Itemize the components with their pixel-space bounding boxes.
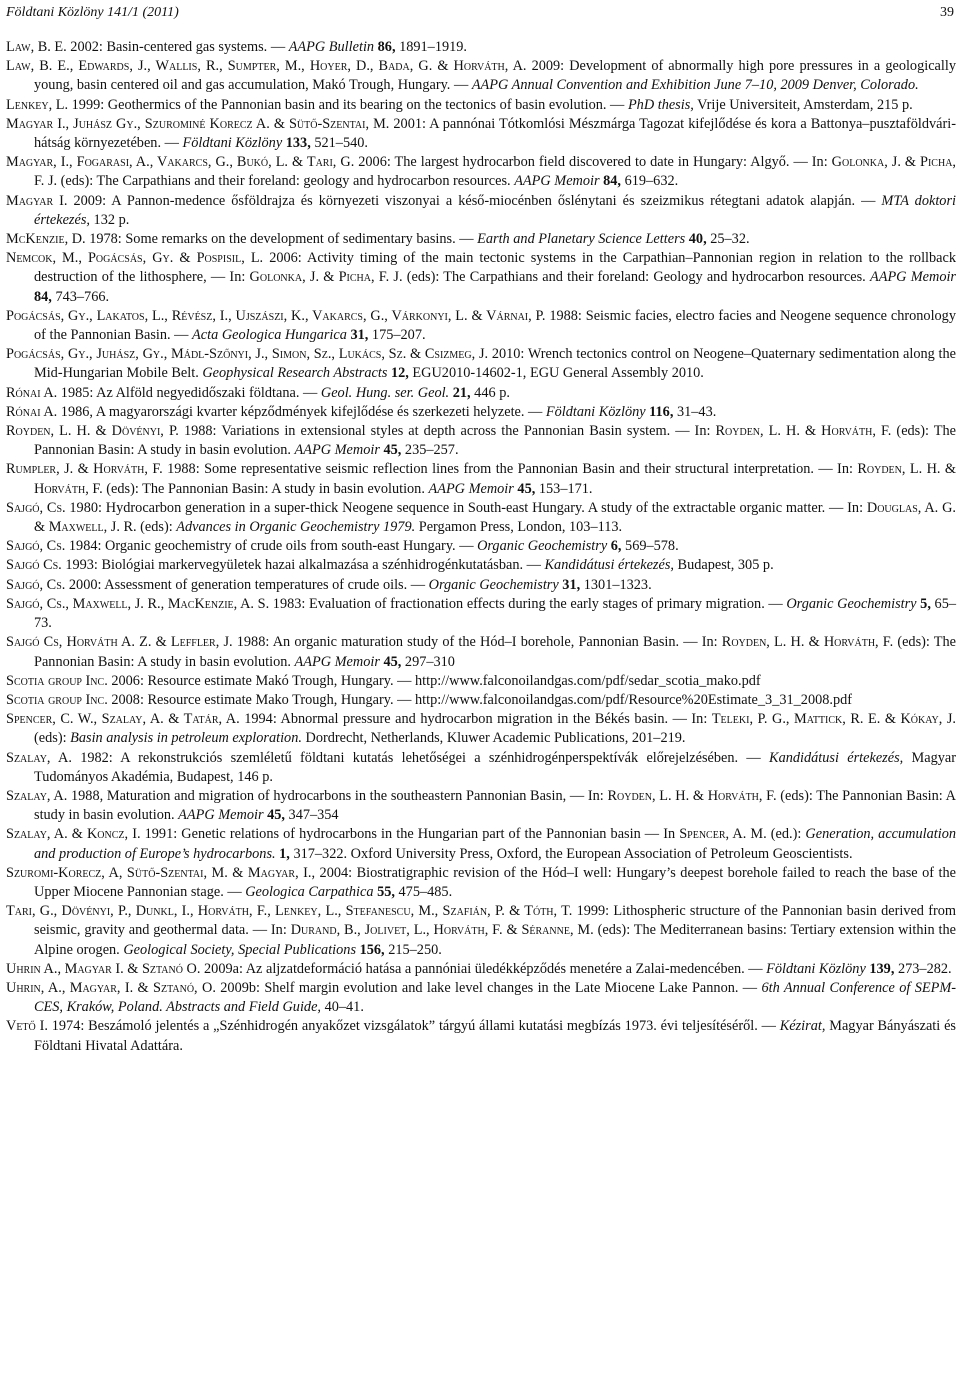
reference-source: AAPG Memoir [428, 480, 518, 497]
reference-entry [6, 576, 956, 595]
reference-authors: Douglas, A. G. & Maxwell, J. R. [34, 499, 956, 536]
reference-authors: Durand, B., Jolivet, L., Horváth, F. & Séranne, M. [290, 922, 594, 939]
reference-entry [6, 403, 956, 422]
reference-authors: Law, B. E., Edwards, J., Wallis, R., Sumpter, M., Hoyer, D., Bada, G. & Horváth, A. [6, 58, 527, 75]
reference-entry [6, 307, 956, 345]
reference-text: 1988: Some representative seismic reflection lines from the Pannonian Basin and their structural interpretation. — In: [162, 461, 858, 478]
reference-text: 2009: Development of abnormally high pore pressures in a geologically young, basin centered oil and gas accumulation, Makó Trough, Hungary. — [34, 58, 956, 94]
reference-authors: Sajgó, Cs. [6, 499, 66, 516]
reference-text: 235–257. [401, 442, 459, 459]
reference-entry [6, 864, 956, 902]
reference-text: 2008: Resource estimate Mako Trough, Hungary. — http://www.falconoilandgas.com/pdf/Resource%20Estimate_3_31_2008.pdf [107, 691, 853, 708]
reference-text: 2006: Activity timing of the main tectonic systems in the Carpathian–Pannonian region in relation to the rollback destruction of the lithosphere, — In: [34, 250, 956, 286]
reference-entry [6, 691, 956, 710]
reference-text: 215–250. [384, 941, 442, 958]
reference-source: Organic Geochemistry [786, 595, 921, 612]
reference-authors: Golonka, J. & Picha, F. J. [34, 154, 956, 190]
reference-volume: 133, [285, 135, 311, 152]
reference-text: Magyar Tudományos Akadémia, Budapest, 146 p. [34, 749, 956, 785]
reference-entry [6, 38, 956, 57]
reference-source: MTA doktori értekezés, [34, 192, 956, 228]
reference-source: AAPG Memoir [514, 173, 604, 190]
reference-volume: 84, [34, 288, 52, 305]
reference-source: Kandidátusi értekezés, [769, 749, 904, 766]
reference-text: 1999: Lithospheric structure of the Pannonian basin derived from seismic, gravity and geothermal data. — In: [34, 903, 956, 939]
reference-text: (eds): The Pannonian Basin: A study in basin evolution. [34, 787, 957, 824]
reference-volume: 86, [377, 39, 396, 55]
journal-title: Földtani Közlöny 141/1 (2011) [6, 5, 179, 20]
reference-source: PhD thesis, [627, 96, 694, 113]
reference-text: 1986, A magyarországi kvarter képződmények kifejlődése és szerkezeti helyzete. — [57, 403, 546, 420]
reference-text: 297–310 [401, 653, 455, 670]
reference-text: 2009b: Shelf margin evolution and lake level changes in the Late Miocene Lake Pannon. — [215, 979, 762, 996]
reference-text: 569–578. [621, 538, 679, 555]
reference-text: 31–43. [673, 403, 717, 420]
reference-authors: Scotia group Inc. [6, 691, 108, 708]
reference-authors: Royden, L. H. & Horváth, F. [715, 423, 892, 440]
reference-entry [6, 115, 956, 153]
reference-volume: 45, [383, 653, 402, 670]
reference-source: Geological Society, Special Publications [123, 941, 360, 958]
reference-entry [6, 96, 956, 115]
reference-authors: Royden, L. H. & Dövényi, P. [6, 423, 179, 440]
reference-entry [6, 249, 956, 307]
reference-volume: 139, [869, 960, 895, 977]
reference-authors: Golonka, J. & Picha, F. J. [249, 269, 403, 286]
reference-text: 1982: A rekonstrukciós szemléletű földtani kutatás lehetőségei a szénhidrogénperspektívák előrejelzésében. — [71, 749, 770, 766]
reference-entry [6, 672, 956, 691]
page-number: 39 [940, 5, 954, 20]
reference-text: EGU2010-14602-1, EGU General Assembly 2010. [408, 365, 704, 382]
reference-volume: 55, [377, 883, 395, 900]
reference-authors: McKenzie, D. [6, 231, 86, 248]
reference-volume: 12, [390, 365, 409, 382]
reference-source: Advances in Organic Geochemistry 1979. [176, 519, 416, 536]
reference-authors: Teleki, P. G., Mattick, R. E. & Kókay, J. [711, 711, 956, 728]
reference-source: Acta Geologica Hungarica [192, 327, 351, 344]
reference-source: AAPG Memoir [294, 442, 384, 459]
reference-entry [6, 787, 956, 825]
reference-authors: Szalay, A. [6, 787, 68, 804]
reference-text: 1980: Hydrocarbon generation in a super-thick Neogene sequence in South-east Hungary. A study of the extractable organic matter. — In: [65, 499, 867, 516]
reference-text: 1994: Abnormal pressure and hydrocarbon migration in the Békés basin. — In: [239, 711, 712, 728]
reference-text: 25–32. [706, 231, 750, 248]
page-header [6, 2, 954, 24]
reference-source: Geophysical Research Abstracts [202, 365, 391, 382]
reference-text: 1993: Biológiai markervegyületek hazai alkalmazása a szénhidrogénkutatásban. — [61, 557, 545, 574]
reference-text: 1984: Organic geochemistry of crude oils from south-east Hungary. — [65, 538, 478, 555]
reference-text: Vrije Universiteit, Amsterdam, 215 p. [693, 96, 913, 113]
reference-source: Földtani Közlöny [545, 403, 650, 420]
reference-entry [6, 192, 956, 230]
reference-text: 2002: Basin-centered gas systems. — [66, 39, 289, 55]
reference-authors: Lenkey, L. [6, 96, 69, 113]
reference-authors: Magyar I. [6, 192, 68, 209]
reference-authors: Uhrin, A., Magyar, I. & Sztanó, O. [6, 979, 216, 996]
reference-source: AAPG Memoir [294, 653, 384, 670]
reference-text: 347–354 [284, 807, 339, 824]
reference-volume: 45, [517, 480, 536, 497]
reference-authors: Pogácsás, Gy., Lakatos, L., Révész, I., Ujszászi, K., Vakarcs, G., Várkonyi, L. & Várnai, P. [6, 307, 546, 324]
reference-authors: Rónai A. [6, 403, 58, 420]
reference-authors: Magyar, I., Fogarasi, A., Vakarcs, G., Bukó, L. & Tari, G. [6, 154, 355, 171]
reference-source: Generation, accumulation and production of Europe’s hydrocarbons. [34, 826, 957, 862]
reference-authors: Royden, L. H. & Horváth, F. [607, 787, 777, 804]
reference-text: 153–171. [535, 480, 593, 497]
reference-authors: Uhrin A., Magyar I. & Sztanó O. [6, 960, 201, 977]
reference-authors: Spencer, A. M. [679, 826, 767, 843]
reference-authors: Tari, G., Dövényi, P., Dunkl, I., Horváth, F., Lenkey, L., Stefanescu, M., Szafián, P. & Tóth, T. [6, 903, 573, 920]
reference-entry [6, 153, 956, 191]
reference-text: 1978: Some remarks on the development of sedimentary basins. — [85, 231, 478, 248]
reference-authors: Szalay, A. & Koncz, I. [6, 826, 141, 843]
reference-authors: Law, B. E. [6, 39, 67, 55]
reference-volume: 45, [267, 807, 285, 824]
reference-source: Geol. Hung. ser. Geol. [320, 384, 453, 401]
reference-text: 1301–1323. [580, 576, 652, 593]
reference-text: 1985: Az Alföld negyedidőszaki földtana. — [57, 384, 321, 401]
reference-entry [6, 499, 956, 537]
reference-authors: Spencer, C. W., Szalay, A. & Tatár, A. [6, 711, 240, 728]
reference-text: 1974: Beszámoló jelentés a „Szénhidrogén anyakőzet vizsgálatok” tárgyú állami kutatási megbízás 1973. évi teljesítéséről. — [47, 1018, 780, 1035]
reference-volume: 45, [383, 442, 402, 459]
reference-entry [6, 595, 956, 633]
reference-text: (eds): The Pannonian Basin: A study in basin evolution. [34, 423, 957, 459]
reference-entry [6, 710, 956, 748]
reference-authors: Rumpler, J. & Horváth, F. [6, 461, 163, 478]
reference-text: 40–41. [321, 999, 364, 1016]
reference-entry [6, 1017, 956, 1055]
reference-text: 446 p. [470, 384, 510, 401]
reference-authors: Scotia group Inc. [6, 672, 108, 689]
reference-entry [6, 902, 956, 960]
reference-source: Organic Geochemistry [428, 576, 563, 593]
reference-source: Geologica Carpathica [245, 883, 378, 900]
reference-authors: Szuromi-Korecz, A, Sütő-Szentai, M. & Magyar, I. [6, 864, 312, 881]
reference-text: 1991: Genetic relations of hydrocarbons in the Hungarian part of the Pannonian basin — In [140, 826, 680, 843]
reference-text: 1988: Variations in extensional styles at depth across the Pannonian Basin system. — In: [178, 423, 716, 440]
reference-entry [6, 230, 956, 249]
reference-entry [6, 422, 956, 460]
reference-entry [6, 460, 956, 498]
reference-source: AAPG Annual Convention and Exhibition June 7–10, 2009 Denver, Colorado. [471, 77, 919, 94]
reference-source: 6th Annual Conference of SEPM-CES, Kraków, Poland. Abstracts and Field Guide, [34, 979, 957, 1016]
reference-entry [6, 749, 956, 787]
reference-text: Pergamon Press, London, 103–113. [415, 519, 623, 536]
reference-text: 273–282. [894, 960, 952, 977]
reference-text: 1999: Geothermics of the Pannonian basin and its bearing on the tectonics of basin evolution. — [68, 96, 628, 113]
reference-entry [6, 537, 956, 556]
reference-entry [6, 979, 956, 1017]
reference-entry [6, 960, 956, 979]
reference-authors: Nemcok, M., Pogácsás, Gy. & Pospisil, L. [6, 250, 264, 267]
reference-authors: Royden, L. H. & Horváth, F. [721, 634, 894, 651]
reference-text: 1988, Maturation and migration of hydrocarbons in the southeastern Pannonian Basin, — In: [67, 787, 608, 804]
reference-volume: 40, [688, 231, 707, 248]
reference-text: 317–322. Oxford University Press, Oxford, the European Association of Petroleum Geoscientists. [289, 845, 853, 862]
reference-text: (eds): The Pannonian Basin: A study in basin evolution. [102, 480, 429, 497]
reference-text: 65–73. [34, 595, 956, 632]
reference-entry [6, 556, 956, 575]
reference-text: Budapest, 305 p. [673, 557, 774, 574]
reference-text: 2006: Resource estimate Makó Trough, Hungary. — http://www.falconoilandgas.com/pdf/sedar_scotia_mako.pdf [107, 672, 761, 689]
reference-text: 1983: Evaluation of fractionation effects during the early stages of primary migration. — [269, 595, 787, 612]
reference-entry [6, 345, 956, 383]
reference-authors: Magyar I., Juhász Gy., Szurominé Korecz A. & Sütő-Szentai, M. [6, 115, 390, 132]
reference-text: 1891–1919. [395, 39, 467, 55]
reference-source: Earth and Planetary Science Letters [477, 231, 689, 248]
reference-volume: 21, [452, 384, 471, 401]
reference-source: AAPG Bulletin [288, 39, 378, 55]
reference-volume: 6, [610, 538, 622, 555]
reference-text: Dordrecht, Netherlands, Kluwer Academic Publications, 201–219. [301, 730, 686, 747]
reference-authors: Sajgó Cs, Horváth A. Z. & Leffler, J. [6, 634, 233, 651]
reference-volume: 5, [920, 595, 931, 612]
reference-entry [6, 633, 956, 671]
reference-source: AAPG Memoir [869, 269, 956, 286]
reference-source: Organic Geochemistry [477, 538, 611, 555]
reference-text: Magyar Bányászati és Földtani Hivatal Adattára. [34, 1018, 956, 1054]
reference-authors: Sajgó Cs. [6, 557, 62, 574]
reference-text: 2010: Wrench tectonics control on Neogene–Quaternary sedimentation along the Mid-Hungarian Mobile Belt. [34, 346, 956, 382]
reference-source: Földtani Közlöny [766, 960, 870, 977]
reference-text: 2000: Assessment of generation temperatures of crude oils. — [65, 576, 429, 593]
reference-volume: 31, [562, 576, 581, 593]
reference-volume: 116, [649, 403, 674, 420]
reference-entry [6, 825, 956, 863]
reference-authors: Rónai A. [6, 384, 58, 401]
reference-source: AAPG Memoir [178, 807, 268, 824]
reference-authors: Pogácsás, Gy., Juhász, Gy., Mádl-Szőnyi, J., Simon, Sz., Lukács, Sz. & Csizmeg, J. [6, 346, 489, 363]
reference-text: 2001: A pannónai Tótkomlósi Mészmárga Tagozat kifejlődése és kora a Battonya–pusztaföldvári-hátság környezetében. — [34, 115, 956, 152]
reference-volume: 1, [279, 845, 290, 862]
reference-text: (ed.): [766, 826, 806, 843]
reference-authors: Vető I. [6, 1018, 48, 1035]
reference-source: Földtani Közlöny [182, 135, 286, 152]
reference-text: (eds): [34, 730, 71, 747]
reference-text: 475–485. [394, 883, 453, 900]
reference-authors: Sajgó, Cs., Maxwell, J. R., MacKenzie, A. S. [6, 595, 270, 612]
reference-text: 1988: Seismic facies, electro facies and Neogene sequence chronology of the Pannonian Basin. — [34, 307, 956, 344]
reference-entry [6, 384, 956, 403]
reference-source: Kandidátusi értekezés, [544, 557, 674, 574]
reference-volume: 31, [350, 327, 369, 344]
reference-text: 2009: A Pannon-medence ősföldrajza és környezeti viszonyai a késő-miocénben őslénytani és szeizmikus rétegtani adatok alapján. — [67, 192, 882, 209]
reference-text: 175–207. [368, 327, 426, 344]
reference-volume: 156, [359, 941, 385, 958]
reference-text: (eds): The Carpathians and their foreland: geology and hydrocarbon resources. [57, 173, 515, 190]
reference-authors: Szalay, A. [6, 749, 72, 766]
reference-text: 521–540. [310, 135, 368, 152]
reference-authors: Sajgó, Cs. [6, 576, 66, 593]
reference-list [6, 38, 956, 1056]
reference-entry [6, 57, 956, 95]
reference-text: 132 p. [89, 211, 130, 228]
reference-source: Kézirat, [779, 1018, 826, 1035]
reference-authors: Sajgó, Cs. [6, 538, 66, 555]
reference-text: , 2004: Biostratigraphic revision of the Hód–I well: Hungary’s deepest borehole failed to reach the base of the Upper Miocene Pannonian stage. — [34, 864, 957, 900]
reference-source: Basin analysis in petroleum exploration. [70, 730, 302, 747]
reference-text: 2009a: Az aljzatdeformáció hatása a pannóniai üledékképződés menetére a Zalai-medencében. — [200, 960, 767, 977]
reference-text: 743–766. [51, 288, 110, 305]
reference-text: 2006: The largest hydrocarbon field discovered to date in Hungary: Algyő. — In: [354, 154, 832, 171]
reference-volume: 84, [603, 173, 621, 190]
reference-text: (eds): [136, 519, 177, 536]
reference-authors: Royden, L. H. & Horváth, F. [34, 461, 956, 497]
reference-text: (eds): The Carpathians and their foreland: Geology and hydrocarbon resources. [402, 269, 870, 286]
reference-text: (eds): The Pannonian Basin: A study in basin evolution. [34, 634, 956, 670]
reference-text: 1988: An organic maturation study of the Hód–I borehole, Pannonian Basin. — In: [232, 634, 722, 651]
reference-text: (eds): The Mediterranean basins: Tertiary extension within the Alpine orogen. [34, 922, 957, 958]
reference-text: 619–632. [621, 173, 679, 190]
